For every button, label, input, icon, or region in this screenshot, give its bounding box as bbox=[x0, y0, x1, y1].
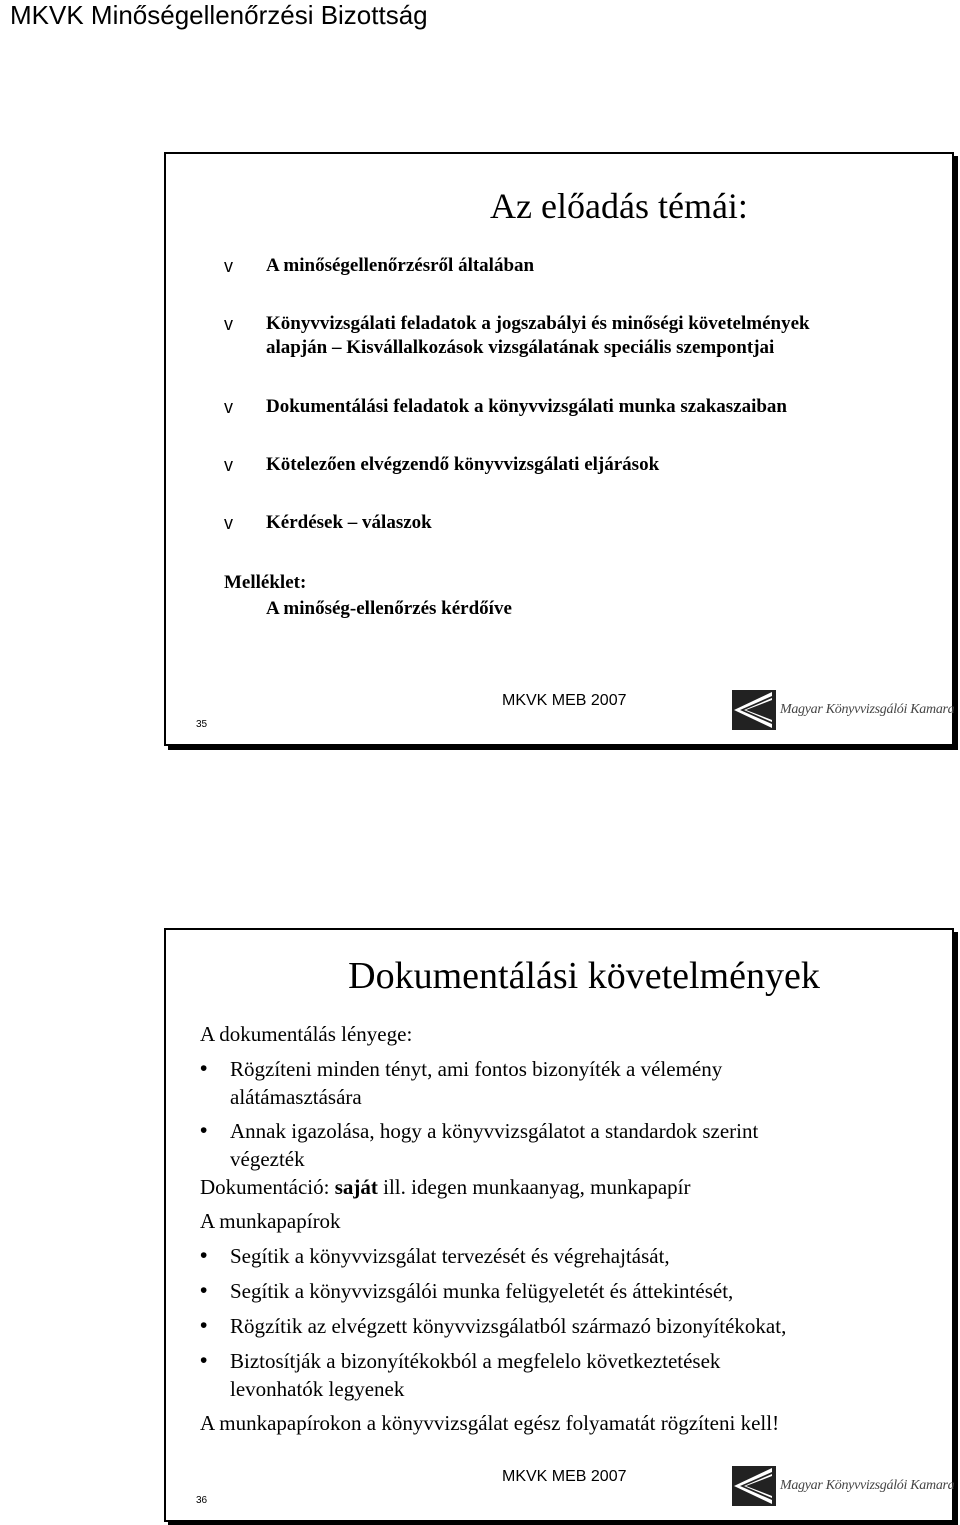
list-item: • Biztosítják a bizonyítékokból a megfelelo következtetések levonhatók legyenek bbox=[200, 1349, 721, 1401]
annex-item: A minőség-ellenőrzés kérdőíve bbox=[266, 598, 512, 619]
closing-statement: A munkapapírokon a könyvvizsgálat egész folyamatát rögzíteni kell! bbox=[200, 1411, 780, 1435]
slide-number: 36 bbox=[196, 1495, 208, 1506]
mkvk-logo bbox=[732, 1466, 955, 1506]
footer-text: MKVK MEB 2007 bbox=[502, 692, 627, 709]
list-item: v Dokumentálási feladatok a könyvvizsgálati munka szakaszaiban bbox=[224, 396, 787, 417]
annex-label: Melléklet: bbox=[224, 572, 307, 593]
bullet-dot-icon: • bbox=[200, 1119, 208, 1142]
bullet-dot-icon: • bbox=[200, 1279, 208, 1302]
list-item: • Segítik a könyvvizsgálói munka felügyeletét és áttekintését, bbox=[200, 1279, 734, 1303]
mkvk-logo-icon bbox=[732, 1466, 776, 1506]
mkvk-logo bbox=[732, 690, 955, 730]
documentation-line: Dokumentáció: saját ill. idegen munkaanyag, munkapapír bbox=[200, 1175, 691, 1199]
slide-35 bbox=[164, 152, 954, 746]
list-item: v A minőségellenőrzésről általában bbox=[224, 255, 535, 276]
list-item: • Segítik a könyvvizsgálat tervezését és végrehajtását, bbox=[200, 1244, 670, 1268]
bullet-dot-icon: • bbox=[200, 1314, 208, 1337]
bullet-dot-icon: • bbox=[200, 1349, 208, 1372]
check-bullet-icon: v bbox=[224, 314, 233, 334]
check-bullet-icon: v bbox=[224, 455, 233, 475]
list-item: v Kérdések – válaszok bbox=[224, 512, 432, 533]
check-bullet-icon: v bbox=[224, 513, 233, 533]
slide-title: Az előadás témái: bbox=[490, 186, 748, 226]
bullet-dot-icon: • bbox=[200, 1057, 208, 1080]
list-item: v Kötelezően elvégzendő könyvvizsgálati eljárások bbox=[224, 454, 660, 475]
mkvk-logo-icon bbox=[732, 690, 776, 730]
annex bbox=[224, 570, 512, 622]
list-item: • Annak igazolása, hogy a könyvvizsgálatot a standardok szerint végezték bbox=[200, 1119, 759, 1171]
slide-title: Dokumentálási követelmények bbox=[348, 955, 820, 997]
logo-lettering: Magyar Könyvvizsgálói Kamara bbox=[780, 1478, 955, 1493]
slide-body bbox=[200, 1020, 940, 1437]
footer-text: MKVK MEB 2007 bbox=[502, 1468, 627, 1485]
check-bullet-icon: v bbox=[224, 397, 233, 417]
list-item: • Rögzítik az elvégzett könyvvizsgálatból származó bizonyítékokat, bbox=[200, 1314, 787, 1338]
page-header-title: MKVK Minőségellenőrzési Bizottság bbox=[10, 0, 428, 30]
slide-number: 35 bbox=[196, 719, 208, 730]
papers-intro: A munkapapírok bbox=[200, 1209, 341, 1233]
list-item: • Rögzíteni minden tényt, ami fontos bizonyíték a vélemény alátámasztására bbox=[200, 1057, 723, 1109]
intro-text: A dokumentálás lényege: bbox=[200, 1022, 413, 1046]
list-item: v Könyvvizsgálati feladatok a jogszabályi és minőségi követelmények alapján – Kisvállalkozások vizsgálatának speciális szempontjai bbox=[224, 313, 810, 358]
check-bullet-icon: v bbox=[224, 256, 233, 276]
slide-36 bbox=[164, 928, 954, 1522]
bullet-dot-icon: • bbox=[200, 1244, 208, 1267]
logo-lettering: Magyar Könyvvizsgálói Kamara bbox=[780, 702, 955, 717]
